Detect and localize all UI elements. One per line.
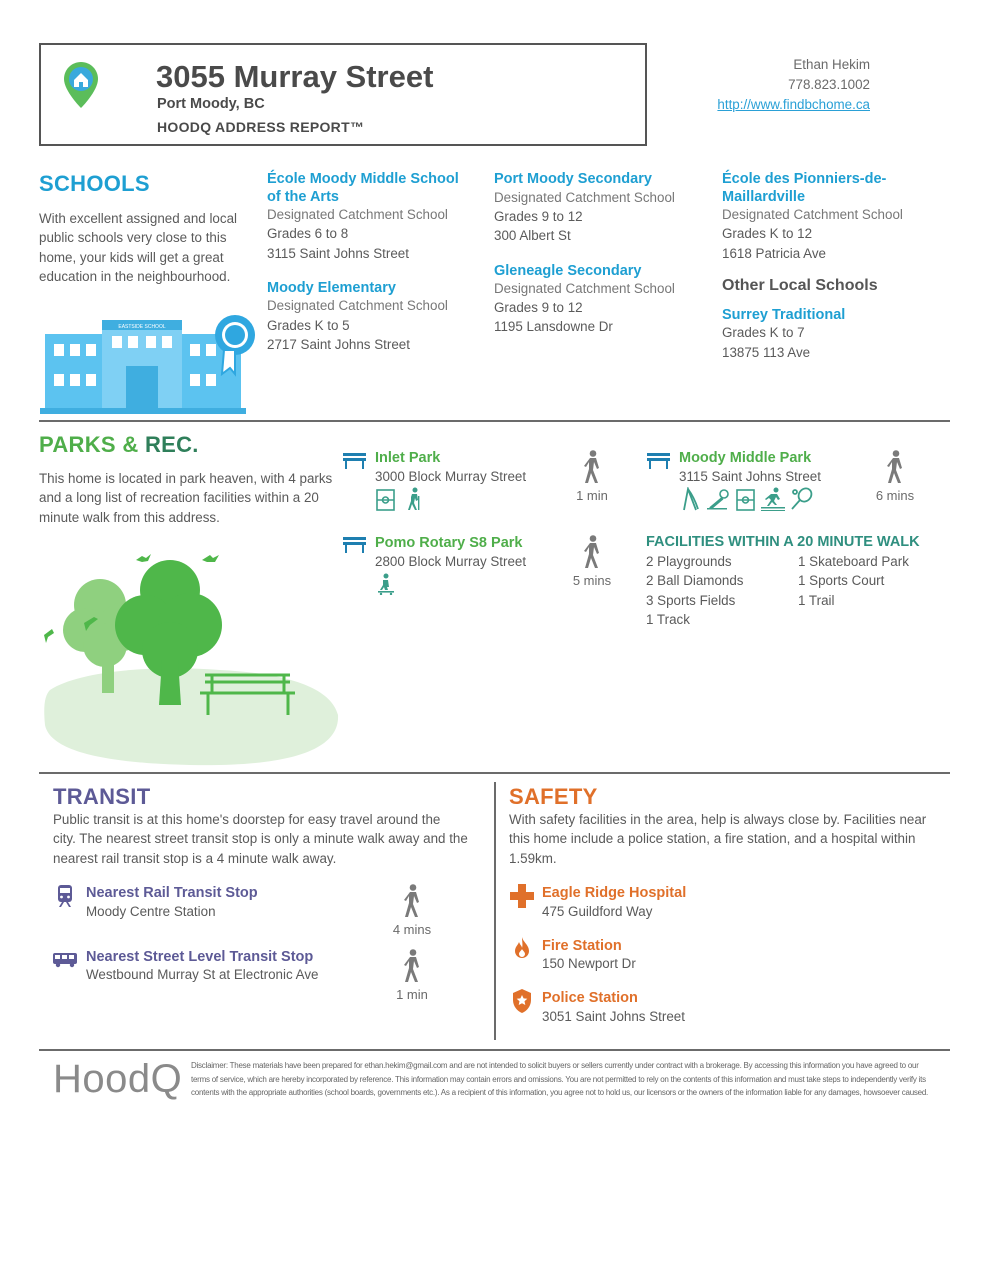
police-station-name[interactable]: Police Station <box>542 990 638 1006</box>
rail-stop-label: Nearest Rail Transit Stop <box>86 885 258 901</box>
school-address: 3115 Saint Johns Street <box>267 246 409 261</box>
walk-time: 5 mins <box>562 535 622 588</box>
divider <box>39 772 950 774</box>
playground-icon <box>680 487 700 511</box>
fire-station-name[interactable]: Fire Station <box>542 938 622 954</box>
location-pin-icon <box>62 60 100 110</box>
bus-icon <box>52 952 78 968</box>
park-address: 3000 Block Murray Street <box>375 469 527 484</box>
street-stop-label: Nearest Street Level Transit Stop <box>86 949 314 965</box>
page-title: 3055 Murray Street <box>156 59 434 94</box>
hospital-cross-icon <box>510 884 534 908</box>
park-address: 3115 Saint Johns Street <box>679 469 821 484</box>
school-address: 13875 113 Ave <box>722 345 811 360</box>
soccer-field-icon <box>376 489 395 511</box>
other-schools-heading: Other Local Schools <box>722 277 878 294</box>
transit-description: Public transit is at this home's doorstep for easy travel around the city. The nearest street transit stop is only a minute walk away and the nearest rail transit stop is a 4 minute walk away. <box>53 812 468 866</box>
bench-icon <box>343 453 366 469</box>
walk-time: 6 mins <box>865 450 925 503</box>
walking-icon <box>403 884 421 918</box>
park-name[interactable]: Inlet Park <box>375 450 441 466</box>
school-name-line2[interactable]: Maillardville <box>722 189 806 205</box>
safety-description: With safety facilities in the area, help is always close by. Facilities near this home include a police station, a fire station, and a hospital within 1.59km. <box>509 812 927 866</box>
walking-icon <box>886 450 904 484</box>
police-badge-icon <box>511 988 533 1014</box>
school-sign-text: EASTSIDE SCHOOL <box>118 324 166 330</box>
school-grades: Grades 6 to 8 <box>267 226 349 241</box>
agent-phone: 778.823.1002 <box>788 77 870 92</box>
rail-station-name[interactable]: Moody Centre Station <box>86 904 216 919</box>
city-label: Port Moody, BC <box>157 96 265 112</box>
walking-icon <box>403 949 421 983</box>
school-type: Designated Catchment School <box>722 207 903 222</box>
track-icon <box>761 487 785 511</box>
school-name[interactable]: Port Moody Secondary <box>494 171 652 187</box>
school-building-illustration <box>40 310 260 416</box>
facilities-list: 2 Playgrounds 2 Ball Diamonds 3 Sports Fields 1 Track <box>646 554 744 627</box>
vertical-divider <box>494 782 496 1040</box>
bench-icon <box>343 537 366 553</box>
school-grades: Grades 9 to 12 <box>494 300 583 315</box>
transit-heading: TRANSIT <box>53 784 151 809</box>
facilities-list: 1 Skateboard Park 1 Sports Court 1 Trail <box>798 554 909 608</box>
park-name[interactable]: Pomo Rotary S8 Park <box>375 535 523 551</box>
soccer-field-icon <box>736 489 755 511</box>
school-grades: Grades K to 12 <box>722 226 813 241</box>
police-station-address: 3051 Saint Johns Street <box>542 1009 685 1024</box>
schools-heading: SCHOOLS <box>39 171 150 196</box>
parks-description: This home is located in park heaven, with 4 parks and a long list of recreation facilities within a 20 minute walk from this address. <box>39 471 333 525</box>
school-name[interactable]: Moody Elementary <box>267 280 396 296</box>
report-label: HOODQ ADDRESS REPORT™ <box>157 119 365 135</box>
school-name[interactable]: École des Pionniers-de- <box>722 171 887 187</box>
school-name[interactable]: Surrey Traditional <box>722 307 846 323</box>
walking-icon <box>583 535 601 569</box>
fire-station-address: 150 Newport Dr <box>542 956 636 971</box>
baseball-icon <box>706 488 730 510</box>
agent-link[interactable]: http://www.findbchome.ca <box>717 97 870 112</box>
school-address: 1195 Lansdowne Dr <box>494 319 613 334</box>
school-type: Designated Catchment School <box>494 281 675 296</box>
fire-icon <box>513 936 531 960</box>
school-address: 2717 Saint Johns Street <box>267 337 410 352</box>
safety-heading: SAFETY <box>509 784 598 809</box>
school-name-line2[interactable]: of the Arts <box>267 189 339 205</box>
walk-time: 1 min <box>562 450 622 503</box>
school-name[interactable]: Gleneagle Secondary <box>494 263 642 279</box>
walking-icon <box>583 450 601 484</box>
park-address: 2800 Block Murray Street <box>375 554 527 569</box>
hospital-name[interactable]: Eagle Ridge Hospital <box>542 885 687 901</box>
hiking-icon <box>406 487 422 511</box>
school-name[interactable]: École Moody Middle School <box>267 171 459 187</box>
school-grades: Grades 9 to 12 <box>494 209 583 224</box>
park-illustration <box>40 545 340 767</box>
school-grades: Grades K to 5 <box>267 318 350 333</box>
school-type: Designated Catchment School <box>267 207 448 222</box>
train-icon <box>56 884 74 908</box>
skateboard-icon <box>377 573 395 595</box>
disclaimer: Disclaimer: These materials have been prepared for ethan.hekim@gmail.com and are not intended to solicit buyers or sellers currently under contract with a brokerage. By accessing this information you have agreed to our terms of service, which are hereby incorporated by reference. This information may contain errors and omissions. You are not permitted to rely on the contents of this information and must take steps to independently verify its contents with the appropriate authorities (school boards, governments etc.). As a recipient of this information, you agree not to hold us, our licensors or the owners of the information liable for any damages, howsoever caused. <box>191 1061 929 1097</box>
school-type: Designated Catchment School <box>494 190 675 205</box>
divider <box>39 1049 950 1051</box>
walk-time: 1 min <box>382 949 442 1002</box>
street-stop-name[interactable]: Westbound Murray St at Electronic Ave <box>86 967 319 982</box>
walk-time: 4 mins <box>382 884 442 937</box>
school-type: Designated Catchment School <box>267 298 448 313</box>
school-grades: Grades K to 7 <box>722 325 805 340</box>
bench-icon <box>647 453 670 469</box>
park-name[interactable]: Moody Middle Park <box>679 450 812 466</box>
agent-name: Ethan Hekim <box>793 57 870 72</box>
school-address: 300 Albert St <box>494 228 571 243</box>
hoodq-logo: HoodQ <box>53 1057 183 1101</box>
tennis-icon <box>790 487 814 511</box>
divider <box>39 420 950 422</box>
school-address: 1618 Patricia Ave <box>722 246 826 261</box>
hospital-address: 475 Guildford Way <box>542 904 653 919</box>
facilities-heading: FACILITIES WITHIN A 20 MINUTE WALK <box>646 534 920 550</box>
parks-heading: PARKS & REC. <box>39 432 199 457</box>
schools-description: With excellent assigned and local public schools very close to this home, your kids will get a great education in the neighbourhood. <box>39 211 237 284</box>
